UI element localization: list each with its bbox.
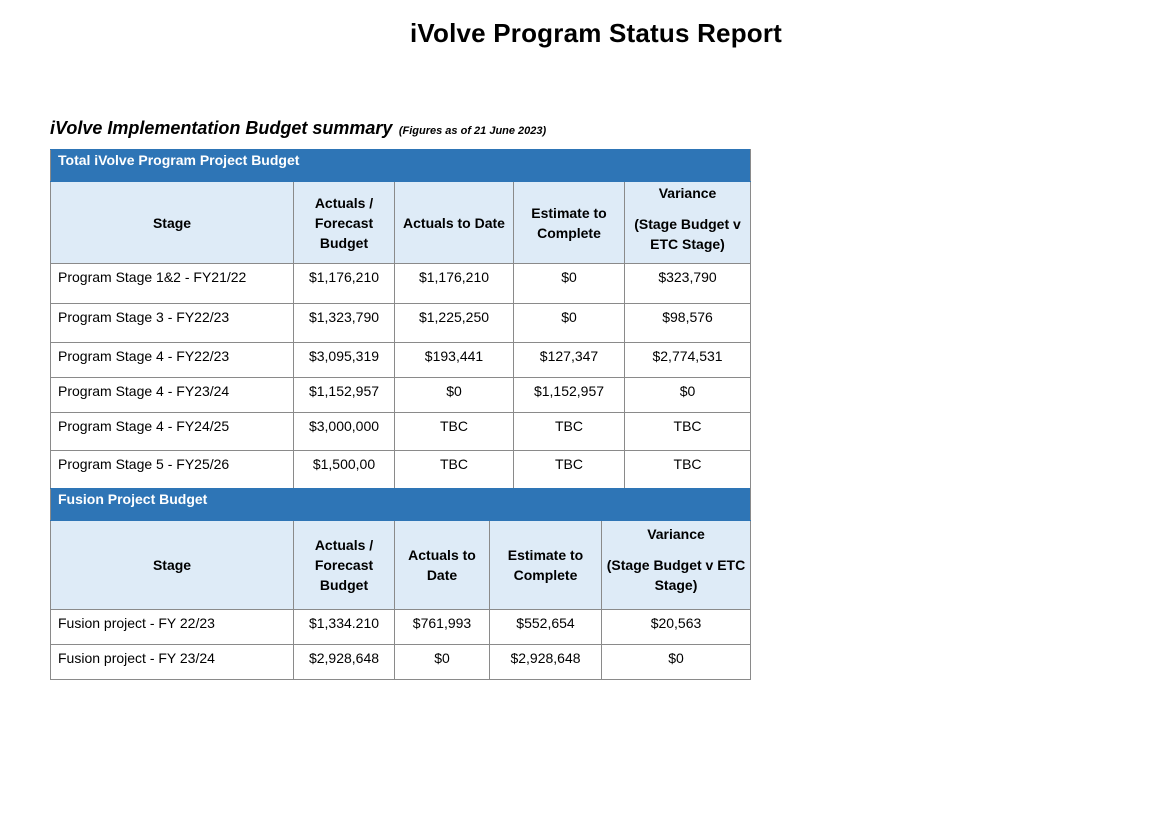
variance-subtitle: (Stage Budget v ETC Stage) [606,557,746,593]
etc-cell: $0 [514,264,625,304]
etc-cell: $2,928,648 [490,645,602,680]
program-section-bar [51,150,751,182]
forecast-column-header: Actuals / Forecast Budget [294,182,395,264]
table-row [51,645,751,680]
actuals-cell: $761,993 [395,610,490,645]
stage-cell: Program Stage 3 - FY22/23 [51,304,294,343]
variance-title: Variance [658,185,717,201]
stage-cell: Fusion project - FY 22/23 [51,610,294,645]
table-row [51,304,751,343]
variance-cell: TBC [625,413,751,451]
actuals-cell: $1,176,210 [395,264,514,304]
variance-cell: $98,576 [625,304,751,343]
etc-column-header: Estimate to Complete [490,521,602,610]
summary-heading-text: iVolve Implementation Budget summary [50,118,393,138]
stage-cell: Program Stage 4 - FY23/24 [51,378,294,413]
variance-cell: $323,790 [625,264,751,304]
forecast-cell: $1,176,210 [294,264,395,304]
etc-cell: $127,347 [514,343,625,378]
table-row [51,264,751,304]
stage-cell: Program Stage 4 - FY22/23 [51,343,294,378]
forecast-cell: $1,334.210 [294,610,395,645]
program-header-row [51,182,751,264]
variance-column-header [602,521,751,610]
report-title: iVolve Program Status Report [409,18,783,48]
stage-cell: Program Stage 4 - FY24/25 [51,413,294,451]
fusion-section-bar [51,489,751,521]
actuals-column-header: Actuals to Date [395,521,490,610]
table-row [51,378,751,413]
stage-column-header: Stage [51,182,294,264]
variance-subtitle: (Stage Budget v ETC Stage) [634,216,741,252]
forecast-cell: $1,323,790 [294,304,395,343]
etc-cell: $0 [514,304,625,343]
variance-cell: $0 [625,378,751,413]
actuals-cell: $0 [395,378,514,413]
actuals-cell: TBC [395,413,514,451]
budget-summary-heading [50,118,546,139]
variance-cell: $2,774,531 [625,343,751,378]
etc-column-header: Estimate to Complete [514,182,625,264]
fusion-header-row [51,521,751,610]
variance-column-header [625,182,751,264]
forecast-cell: $1,500,00 [294,451,395,489]
stage-cell: Program Stage 1&2 - FY21/22 [51,264,294,304]
forecast-cell: $3,095,319 [294,343,395,378]
variance-title: Variance [647,526,705,542]
variance-cell: $0 [602,645,751,680]
variance-cell: TBC [625,451,751,489]
table-row [51,343,751,378]
stage-cell: Program Stage 5 - FY25/26 [51,451,294,489]
forecast-cell: $1,152,957 [294,378,395,413]
program-budget-table [50,149,751,489]
forecast-cell: $3,000,000 [294,413,395,451]
table-row [51,413,751,451]
etc-cell: TBC [514,413,625,451]
program-section-label: Total iVolve Program Project Budget [51,150,751,182]
actuals-column-header: Actuals to Date [395,182,514,264]
fusion-budget-table [50,488,751,680]
forecast-column-header: Actuals / Forecast Budget [294,521,395,610]
etc-cell: $552,654 [490,610,602,645]
stage-cell: Fusion project - FY 23/24 [51,645,294,680]
figures-date-note: (Figures as of 21 June 2023) [398,125,547,137]
table-row [51,610,751,645]
etc-cell: $1,152,957 [514,378,625,413]
fusion-section-label: Fusion Project Budget [51,489,751,521]
etc-cell: TBC [514,451,625,489]
actuals-cell: TBC [395,451,514,489]
stage-column-header: Stage [51,521,294,610]
actuals-cell: $193,441 [395,343,514,378]
forecast-cell: $2,928,648 [294,645,395,680]
actuals-cell: $0 [395,645,490,680]
actuals-cell: $1,225,250 [395,304,514,343]
table-row [51,451,751,489]
variance-cell: $20,563 [602,610,751,645]
